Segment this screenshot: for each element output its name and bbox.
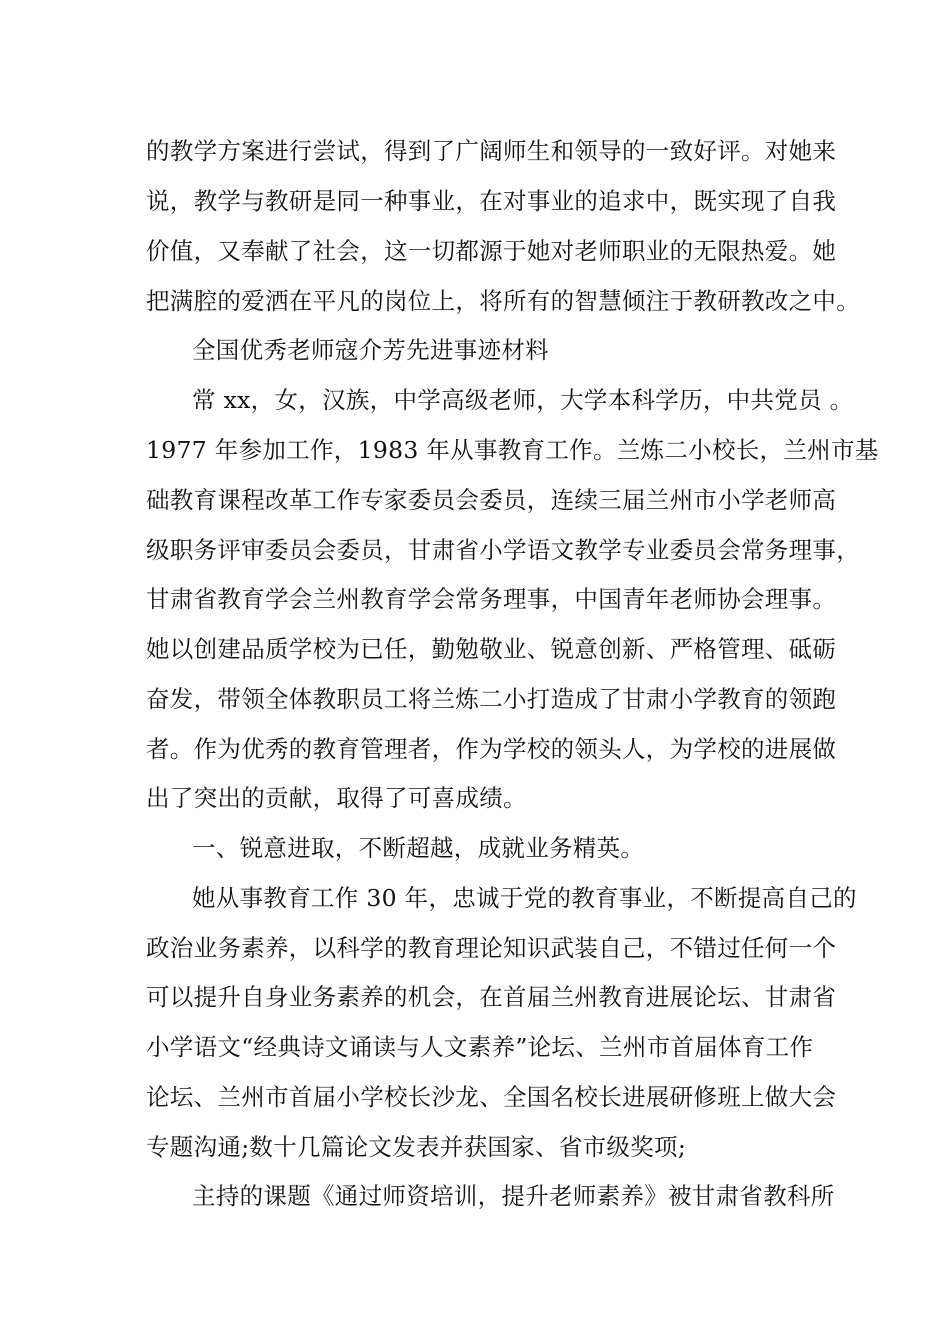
paragraph-line: 可以提升自身业务素养的机会，在首届兰州教育进展论坛、甘肃省 [146,983,837,1011]
section-heading: 一、锐意进取，不断超越，成就业务精英。 [192,834,645,862]
paragraph-line: 把满腔的爱洒在平凡的岗位上，将所有的智慧倾注于教研教改之中。 [146,287,860,315]
paragraph-line: 1977 年参加工作，1983 年从事教育工作。兰炼二小校长，兰州市基 [146,436,879,464]
paragraph-line: 她从事教育工作 30 年，忠诚于党的教育事业，不断提高自己的 [192,884,857,912]
paragraph-line: 础教育课程改革工作专家委员会委员，连续三届兰州市小学老师高 [146,486,837,514]
paragraph-line: 价值，又奉献了社会，这一切都源于她对老师职业的无限热爱。她 [146,237,837,265]
paragraph-line: 甘肃省教育学会兰州教育学会常务理事，中国青年老师协会理事。 [146,585,837,613]
paragraph-line: 她以创建品质学校为已任，勤勉敬业、锐意创新、严格管理、砥砺 [146,635,837,663]
paragraph-line: 说，教学与教研是同一种事业，在对事业的追求中，既实现了自我 [146,187,837,215]
paragraph-line: 出了突出的贡献，取得了可喜成绩。 [146,784,527,812]
paragraph-line: 论坛、兰州市首届小学校长沙龙、全国名校长进展研修班上做大会 [146,1083,837,1111]
paragraph-line: 奋发，带领全体教职员工将兰炼二小打造成了甘肃小学教育的领跑 [146,685,837,713]
paragraph-line: 级职务评审委员会委员，甘肃省小学语文教学专业委员会常务理事， [146,536,860,564]
paragraph-line: 政治业务素养，以科学的教育理论知识武装自己，不错过任何一个 [146,934,837,962]
paragraph-line: 主持的课题《通过师资培训，提升老师素养》被甘肃省教科所 [192,1182,835,1210]
paragraph-line: 的教学方案进行尝试，得到了广阔师生和领导的一致好评。对她来 [146,137,837,165]
paragraph-line: 专题沟通;数十几篇论文发表并获国家、省市级奖项; [146,1133,687,1161]
section-title: 全国优秀老师寇介芳先进事迹材料 [192,336,549,364]
paragraph-line: 者。作为优秀的教育管理者，作为学校的领头人，为学校的进展做 [146,735,837,763]
paragraph-line: 小学语文“经典诗文诵读与人文素养”论坛、兰州市首届体育工作 [146,1033,814,1061]
paragraph-line: 常 xx，女，汉族，中学高级老师，大学本科学历，中共党员 。 [192,386,854,414]
